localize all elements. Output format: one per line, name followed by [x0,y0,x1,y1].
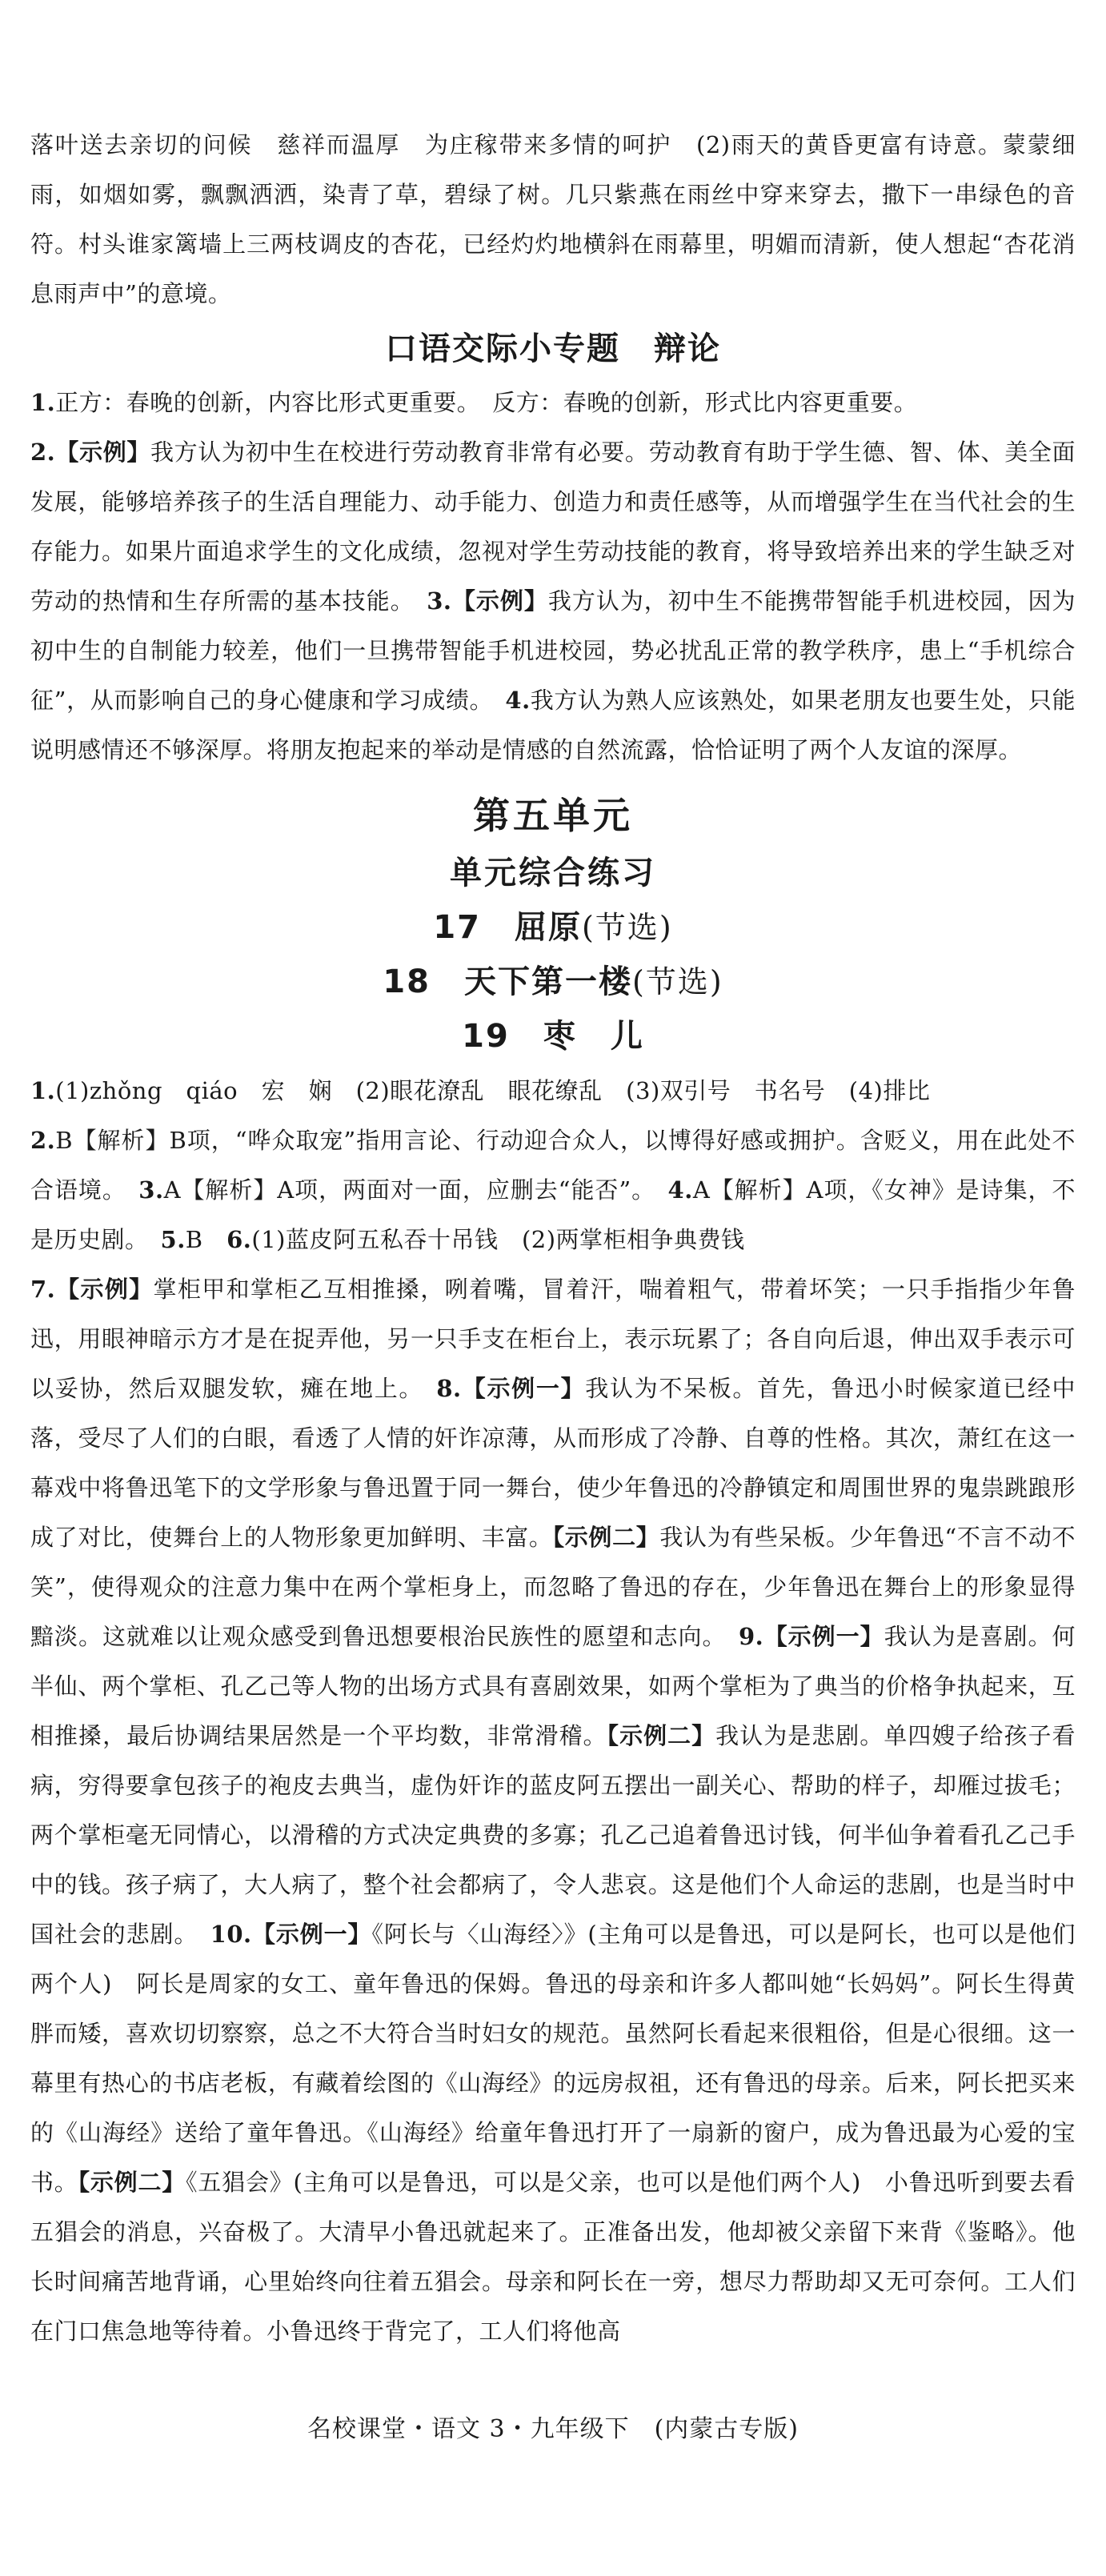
a9-text: 我认为是喜剧。何半仙、两个掌柜、孔乙己等人物的出场方式具有喜剧效果，如两个掌柜为了典当的价格争执起来，互相推搡，最后协调结果居然是一个平均数，非常滑稽。 [30,1623,1076,1749]
a10-text: 《阿长与〈山海经〉》(主角可以是鲁迅，可以是阿长，也可以是他们两个人) 阿长是周家的女工、童年鲁迅的保姆。鲁迅的母亲和许多人都叫她“长妈妈”。阿长生得黄胖而矮，喜欢切切察察，总之不大符合当时妇女的规范。虽然阿长看起来很粗俗，但是心很细。这一幕里有热心的书店老板，有藏着绘图的《山海经》的远房叔祖，还有鲁迅的母亲。后来，阿长把买来的《山海经》送给了童年鲁迅。《山海经》给童年鲁迅打开了一扇新的窗户，成为鲁迅最为心爱的宝书。 [30,1921,1076,2196]
a5-text: B [185,1226,227,1253]
a9-tag-2: 【示例二】 [607,1722,716,1749]
a8-tag-2: 【示例二】 [552,1524,660,1551]
a9-number: 9. [738,1623,764,1650]
answers-2-6 [30,1116,1076,1264]
lesson-19-title: 19 枣 儿 [462,1018,644,1055]
a7-tag: 【示例】 [55,1276,154,1303]
a2-text: B【解析】B项，“哗众取宠”指用言论、行动迎合众人，以博得好感或拥护。含贬义，用在此处不合语境。 [30,1127,1076,1204]
q2-text: 我方认为初中生在校进行劳动教育非常有必要。劳动教育有助于学生德、智、体、美全面发展，能够培养孩子的生活自理能力、动手能力、创造力和责任感等，从而增强学生在当代社会的生存能力。如果片面追求学生的文化成绩，忽视对学生劳动技能的教育，将导致培养出来的学生缺乏对劳动的热情和生存所需的基本技能。 [30,439,1076,615]
q3-number: 3. [427,587,452,615]
a10-text-2: 《五猖会》(主角可以是鲁迅，可以是父亲，也可以是他们两个人) 小鲁迅听到要去看五猖会的消息，兴奋极了。大清早小鲁迅就起来了。正准备出发，他却被父亲留下来背《鉴略》。他长时间痛苦地背诵，心里始终向往着五猖会。母亲和阿长在一旁，想尽力帮助却又无可奈何。工人们在门口焦急地等待着。小鲁迅终于背完了，工人们将他高 [30,2169,1076,2345]
a7-text: 掌柜甲和掌柜乙互相推搡，咧着嘴，冒着汗，喘着粗气，带着坏笑；一只手指指少年鲁迅，用眼神暗示方才是在捉弄他，另一只手支在柜台上，表示玩累了；各自向后退，伸出双手表示可以妥协，然后双腿发软，瘫在地上。 [30,1276,1076,1402]
intro-text: 落叶送去亲切的问候 慈祥而温厚 为庄稼带来多情的呵护 (2)雨天的黄昏更富有诗意。蒙蒙细雨，如烟如雾，飘飘洒洒，染青了草，碧绿了树。几只紫燕在雨丝中穿来穿去，撒下一串绿色的音符。村头谁家篱墙上三两枝调皮的杏花，已经灼灼地横斜在雨幕里，明媚而清新，使人想起“杏花消息雨声中”的意境。 [30,131,1076,307]
a10-tag: 【示例一】 [251,1921,372,1948]
a2-number: 2. [30,1127,56,1154]
q2-tag: 【示例】 [55,439,151,466]
a8-tag: 【示例一】 [461,1375,586,1402]
q4-number: 4. [505,687,531,714]
q1-text: 正方：春晚的创新，内容比形式更重要。 反方：春晚的创新，形式比内容更重要。 [55,389,918,416]
answer-1 [30,1066,1076,1116]
q3-text: 我方认为，初中生不能携带智能手机进校园，因为初中生的自制能力较差，他们一旦携带智能手机进校园，势必扰乱正常的教学秩序，患上“手机综合征”，从而影响自己的身心健康和学习成绩。 [30,587,1076,714]
page-footer: 名校课堂・语文 3・九年级下 (内蒙古专版) [307,2415,799,2443]
answers-7-10 [30,1264,1076,2356]
a6-number: 6. [226,1226,252,1253]
lesson-18-note: (节选) [632,964,723,1000]
page-content [30,120,1076,2356]
a4-text: A【解析】A项，《女神》是诗集，不是历史剧。 [30,1176,1076,1253]
a4-number: 4. [667,1176,693,1204]
a3-text: A【解析】A项，两面对一面，应删去“能否”。 [163,1176,668,1204]
a9-tag: 【示例一】 [763,1623,884,1650]
intro-paragraph [30,120,1076,318]
a8-text-2: 我认为有些呆板。少年鲁迅“不言不动不笑”，使得观众的注意力集中在两个掌柜身上，而忽略了鲁迅的存在，少年鲁迅在舞台上的形象显得黯淡。这就难以让观众感受到鲁迅想要根治民族性的愿望和志向。 [30,1524,1076,1650]
lesson-17-note: (节选) [582,910,673,945]
q1-number: 1. [30,389,56,416]
a9-text-2: 我认为是悲剧。单四嫂子给孩子看病，穷得要拿包孩子的袍皮去典当，虚伪奸诈的蓝皮阿五摆出一副关心、帮助的样子，却雁过拔毛；两个掌柜毫无同情心，以滑稽的方式决定典费的多寡；孔乙己追着鲁迅讨钱，何半仙争着看孔乙己手中的钱。孩子病了，大人病了，整个社会都病了，令人悲哀。这是他们个人命运的悲剧，也是当时中国社会的悲剧。 [30,1722,1076,1948]
debate-q2-q4 [30,427,1076,775]
a1-number: 1. [30,1077,56,1104]
a6-text: (1)蓝皮阿五私吞十吊钱 (2)两掌柜相争典费钱 [251,1226,745,1253]
a1-text: (1)zhǒng qiáo 宏 娴 (2)眼花潦乱 眼花缭乱 (3)双引号 书名号 (4)排比 [55,1077,931,1104]
unit-title: 第五单元 [473,794,633,837]
q3-tag: 【示例】 [451,587,548,615]
a5-number: 5. [160,1226,186,1253]
lesson-17-name: 17 屈原 [433,909,582,946]
lesson-18-title [30,957,1076,1007]
a10-tag-2: 【示例二】 [78,2169,186,2196]
a8-number: 8. [436,1375,462,1402]
q4-text: 我方认为熟人应该熟处，如果老朋友也要生处，只能说明感情还不够深厚。将朋友抱起来的举动是情感的自然流露，恰恰证明了两个人友谊的深厚。 [30,687,1076,763]
a7-number: 7. [30,1276,56,1303]
a8-text: 我认为不呆板。首先，鲁迅小时候家道已经中落，受尽了人们的白眼，看透了人情的奸诈凉薄，从而形成了冷静、自尊的性格。其次，萧红在这一幕戏中将鲁迅笔下的文学形象与鲁迅置于同一舞台，使少年鲁迅的冷静镇定和周围世界的鬼祟跳踉形成了对比，使舞台上的人物形象更加鲜明、丰富。 [30,1375,1076,1551]
lesson-18-name: 18 天下第一楼 [383,963,632,1000]
a10-number: 10. [210,1921,252,1948]
debate-q1 [30,378,1076,427]
section-title-debate: 口语交际小专题 辩论 [385,331,721,367]
a3-number: 3. [138,1176,164,1204]
q2-number: 2. [30,439,56,466]
unit-subtitle: 单元综合练习 [450,855,656,891]
lesson-17-title [30,903,1076,952]
